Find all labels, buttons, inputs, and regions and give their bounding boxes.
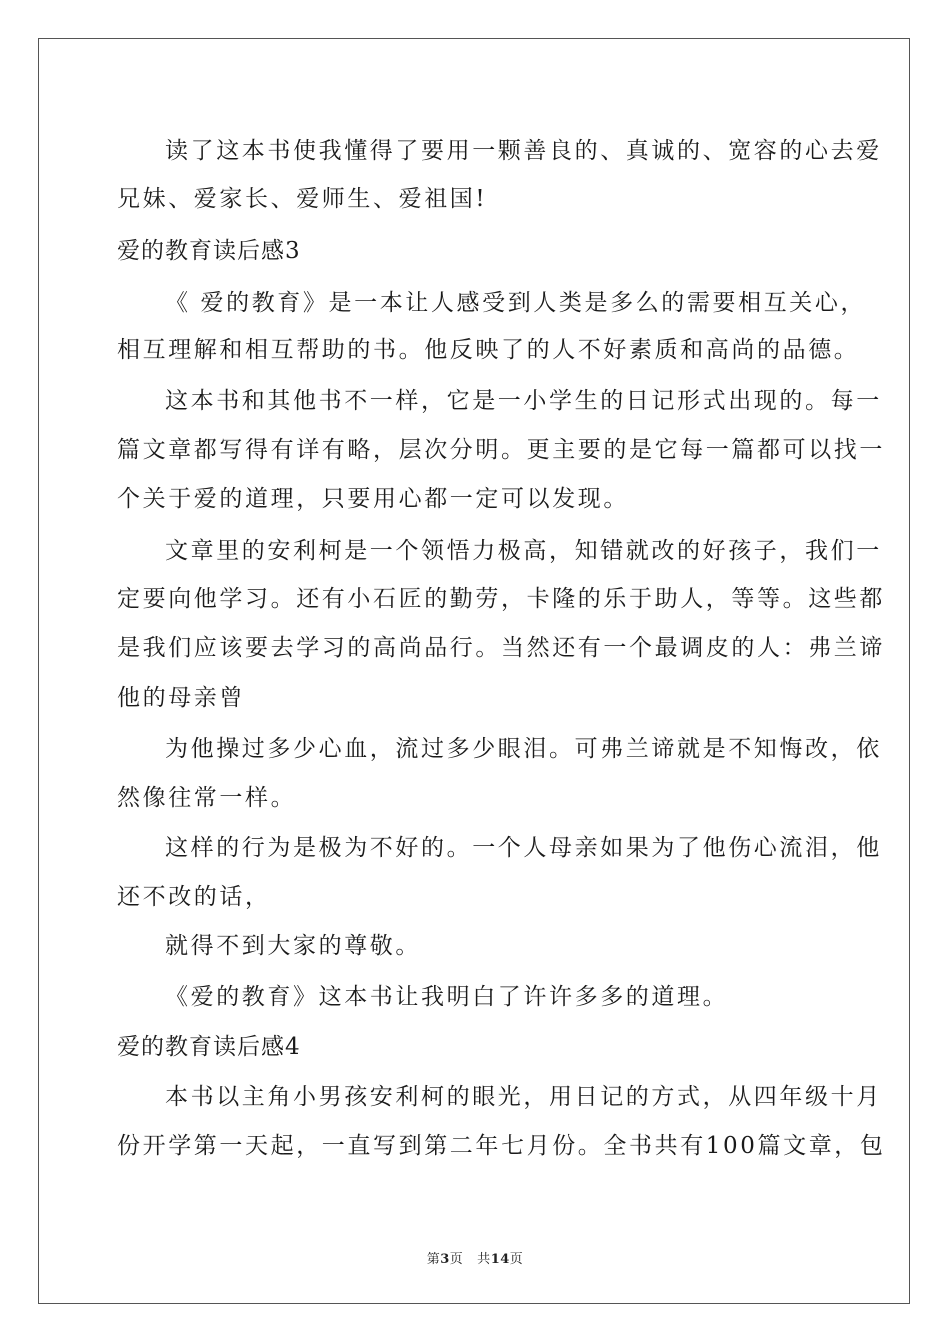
page-current-number: 3 <box>440 1252 450 1267</box>
paragraph-line: 读了这本书使我懂得了要用一颗善良的、真诚的、宽容的心去爱 <box>165 138 882 164</box>
page-prefix: 第 <box>426 1252 441 1267</box>
paragraph-line: 就得不到大家的尊敬。 <box>165 933 421 959</box>
paragraph-line: 然像往常一样。 <box>117 785 297 811</box>
paragraph-line: 为他操过多少心血，流过多少眼泪。可弗兰谛就是不知悔改，依 <box>165 736 882 762</box>
total-suffix: 页 <box>509 1252 524 1267</box>
paragraph-line: 《 爱的教育》是一本让人感受到人类是多么的需要相互关心， <box>165 290 867 316</box>
paragraph-line: 本书以主角小男孩安利柯的眼光，用日记的方式，从四年级十月 <box>165 1084 882 1110</box>
section-heading: 爱的教育读后感4 <box>117 1034 301 1060</box>
paragraph-line: 这本书和其他书不一样，它是一小学生的日记形式出现的。每一 <box>165 388 882 414</box>
page-suffix: 页 <box>449 1252 464 1267</box>
paragraph-line: 定要向他学习。还有小石匠的勤劳，卡隆的乐于助人，等等。这些都 <box>117 586 885 612</box>
page-total-number: 14 <box>490 1252 510 1267</box>
paragraph-line: 这样的行为是极为不好的。一个人母亲如果为了他伤心流泪，他 <box>165 835 882 861</box>
paragraph-line: 兄妹、爱家长、爱师生、爱祖国! <box>117 186 488 212</box>
paragraph-line: 《爱的教育》这本书让我明白了许许多多的道理。 <box>165 984 729 1010</box>
paragraph-line: 文章里的安利柯是一个领悟力极高，知错就改的好孩子，我们一 <box>165 538 882 564</box>
paragraph-line: 份开学第一天起，一直写到第二年七月份。全书共有100篇文章，包 <box>117 1133 886 1159</box>
total-prefix: 共 <box>477 1252 491 1267</box>
paragraph-line: 篇文章都写得有详有略，层次分明。更主要的是它每一篇都可以找一 <box>117 437 885 463</box>
page-footer <box>0 1248 950 1267</box>
page-border <box>38 38 910 1304</box>
section-heading: 爱的教育读后感3 <box>117 238 301 264</box>
paragraph-line: 是我们应该要去学习的高尚品行。当然还有一个最调皮的人：弗兰谛 <box>117 635 885 661</box>
paragraph-line: 相互理解和相互帮助的书。他反映了的人不好素质和高尚的品德。 <box>117 337 860 363</box>
paragraph-line: 个关于爱的道理，只要用心都一定可以发现。 <box>117 486 629 512</box>
paragraph-line: 他的母亲曾 <box>117 685 245 711</box>
paragraph-line: 还不改的话， <box>117 884 271 910</box>
